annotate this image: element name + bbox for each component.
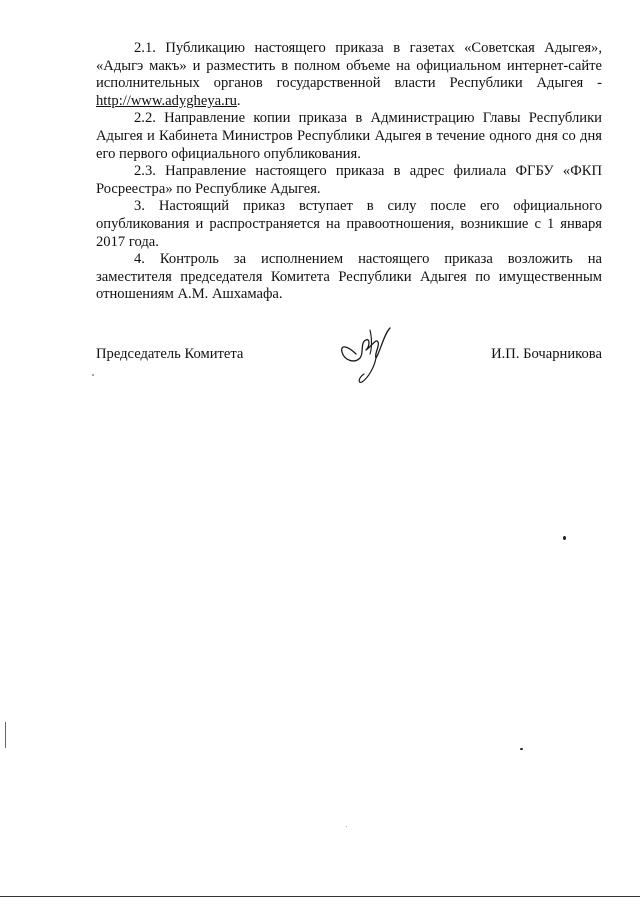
clause-4: 4. Контроль за исполнением настоящего приказа возложить на заместителя председателя Комитета Республики Адыгея по имущественным отношениям А.М. Ашхамафа. bbox=[96, 251, 602, 303]
scan-speck bbox=[520, 748, 523, 750]
signatory-position: Председатель Комитета bbox=[96, 346, 244, 362]
clause-2-1-text: 2.1. Публикацию настоящего приказа в газетах «Советская Адыгея», «Адыгэ макъ» и разместить в полном объеме на официальном интернет-сайте исполнительных органов государственной власти Республики Адыгея - bbox=[96, 40, 602, 92]
scan-edge-mark bbox=[5, 722, 6, 748]
scan-speck bbox=[563, 536, 566, 540]
scan-speck bbox=[92, 374, 94, 376]
scan-bottom-edge bbox=[0, 896, 640, 897]
scan-speck bbox=[346, 826, 347, 827]
clause-2-1-end: . bbox=[236, 92, 241, 109]
order-body bbox=[96, 40, 602, 304]
handwritten-signature bbox=[336, 324, 398, 388]
clause-2-3: 2.3. Направление настоящего приказа в адрес филиала ФГБУ «ФКП Росреестра» по Республике Адыгея. bbox=[96, 163, 602, 197]
signatory-name: И.П. Бочарникова bbox=[491, 346, 602, 362]
clause-2-1 bbox=[96, 40, 602, 110]
website-link[interactable]: http://www.adygheya.ru bbox=[96, 92, 237, 109]
signature-block bbox=[96, 346, 602, 406]
clause-3: 3. Настоящий приказ вступает в силу после его официального опубликования и распространяется на правоотношения, возникшие с 1 января 2017 года. bbox=[96, 198, 602, 250]
clause-2-2: 2.2. Направление копии приказа в Администрацию Главы Республики Адыгея и Кабинета Министров Республики Адыгея в течение одного дня со дня его первого официального опубликования. bbox=[96, 110, 602, 162]
